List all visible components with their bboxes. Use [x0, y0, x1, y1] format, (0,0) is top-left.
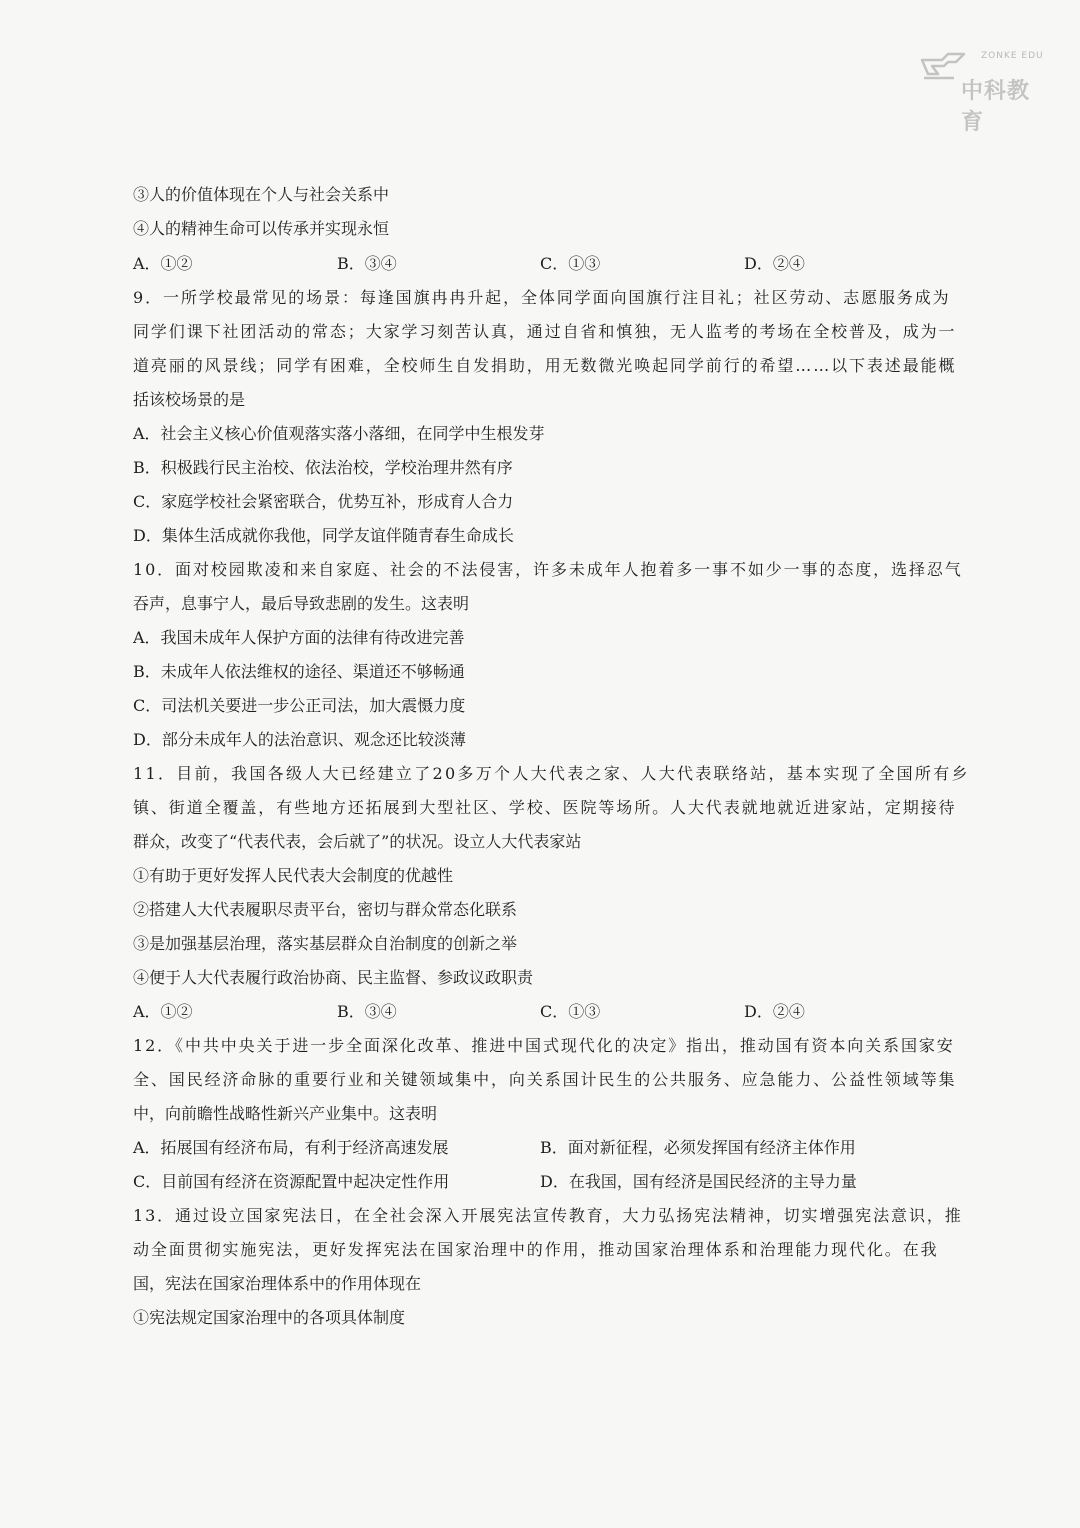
- q12-option-d: D．在我国，国有经济是国民经济的主导力量: [540, 1172, 857, 1191]
- q12-stem-line-2: 全、国民经济命脉的重要行业和关键领域集中，向关系国计民生的公共服务、应急能力、公益性领域等集: [133, 1070, 957, 1089]
- q12-option-c: C．目前国有经济在资源配置中起决定性作用: [133, 1172, 450, 1191]
- q12-stem-line-3: 中，向前瞻性战略性新兴产业集中。这表明: [133, 1104, 438, 1123]
- q11-stem-line-3: 群众，改变了“代表代表，会后就了”的状况。设立人大代表家站: [133, 832, 582, 851]
- q11-option-c: C．①③: [540, 1002, 601, 1021]
- q12-option-b: B．面对新征程，必须发挥国有经济主体作用: [540, 1138, 856, 1157]
- q11-item-2: ②搭建人大代表履职尽责平台，密切与群众常态化联系: [133, 900, 518, 919]
- q10-stem-line-2: 吞声，息事宁人，最后导致悲剧的发生。这表明: [133, 594, 470, 613]
- q10-option-a: A．我国未成年人保护方面的法律有待改进完善: [133, 628, 465, 647]
- prev-item-3: ③人的价值体现在个人与社会关系中: [133, 185, 390, 204]
- q10-option-b: B．未成年人依法维权的途径、渠道还不够畅通: [133, 662, 465, 681]
- logo-title: 中科教育: [961, 79, 1031, 135]
- q13-item-1: ①宪法规定国家治理中的各项具体制度: [133, 1308, 406, 1327]
- q10-option-c: C．司法机关要进一步公正司法，加大震慑力度: [133, 696, 466, 715]
- q9-stem-line-1: 9．一所学校最常见的场景：每逢国旗冉冉升起，全体同学面向国旗行注目礼；社区劳动、志愿服务成为: [133, 288, 951, 307]
- q10-stem-line-1: 10．面对校园欺凌和来自家庭、社会的不法侵害，许多未成年人抱着多一事不如少一事的态度，选择忍气: [133, 560, 963, 579]
- q11-stem-line-2: 镇、街道全覆盖，有些地方还拓展到大型社区、学校、医院等场所。人大代表就地就近进家站，定期接待: [133, 798, 957, 817]
- q9-option-d: D．集体生活成就你我他，同学友谊伴随青春生命成长: [133, 526, 514, 545]
- q9-stem-line-4: 括该校场景的是: [133, 390, 246, 409]
- logo-subtitle: ZONKE EDU: [981, 51, 1044, 61]
- q10-option-d: D．部分未成年人的法治意识、观念还比较淡薄: [133, 730, 466, 749]
- prev-option-b: B．③④: [337, 254, 397, 273]
- q11-option-d: D．②④: [744, 1002, 805, 1021]
- q11-stem-line-1: 11．目前，我国各级人大已经建立了20多万个人大代表之家、人大代表联络站，基本实现了全国所有乡: [133, 764, 970, 783]
- prev-option-d: D．②④: [744, 254, 805, 273]
- q11-option-b: B．③④: [337, 1002, 397, 1021]
- q13-stem-line-1: 13．通过设立国家宪法日，在全社会深入开展宪法宣传教育，大力弘扬宪法精神，切实增强宪法意识，推: [133, 1206, 963, 1225]
- q9-option-b: B．积极践行民主治校、依法治校，学校治理井然有序: [133, 458, 513, 477]
- q9-stem-line-2: 同学们课下社团活动的常态；大家学习刻苦认真，通过自省和慎独，无人监考的考场在全校普及，成为一: [133, 322, 957, 341]
- q11-option-a: A．①②: [133, 1002, 193, 1021]
- zonke-edu-logo: [918, 48, 1048, 135]
- q9-option-a: A．社会主义核心价值观落实落小落细，在同学中生根发芽: [133, 424, 545, 443]
- q9-option-c: C．家庭学校社会紧密联合，优势互补，形成育人合力: [133, 492, 514, 511]
- q9-stem-line-3: 道亮丽的风景线；同学有困难，全校师生自发捐助，用无数微光唤起同学前行的希望……以下表述最能概: [133, 356, 957, 375]
- q12-stem-line-1: 12．《中共中央关于进一步全面深化改革、推进中国式现代化的决定》指出，推动国有资本向关系国家安: [133, 1036, 955, 1055]
- prev-option-a: A．①②: [133, 254, 193, 273]
- prev-item-4: ④人的精神生命可以传承并实现永恒: [133, 219, 390, 238]
- prev-option-c: C．①③: [540, 254, 601, 273]
- q11-item-4: ④便于人大代表履行政治协商、民主监督、参政议政职责: [133, 968, 534, 987]
- q13-stem-line-2: 动全面贯彻实施宪法，更好发挥宪法在国家治理中的作用，推动国家治理体系和治理能力现代化。在我: [133, 1240, 939, 1259]
- q12-option-a: A．拓展国有经济布局，有利于经济高速发展: [133, 1138, 449, 1157]
- q11-item-3: ③是加强基层治理，落实基层群众自治制度的创新之举: [133, 934, 518, 953]
- q13-stem-line-3: 国，宪法在国家治理体系中的作用体现在: [133, 1274, 422, 1293]
- q11-item-1: ①有助于更好发挥人民代表大会制度的优越性: [133, 866, 454, 885]
